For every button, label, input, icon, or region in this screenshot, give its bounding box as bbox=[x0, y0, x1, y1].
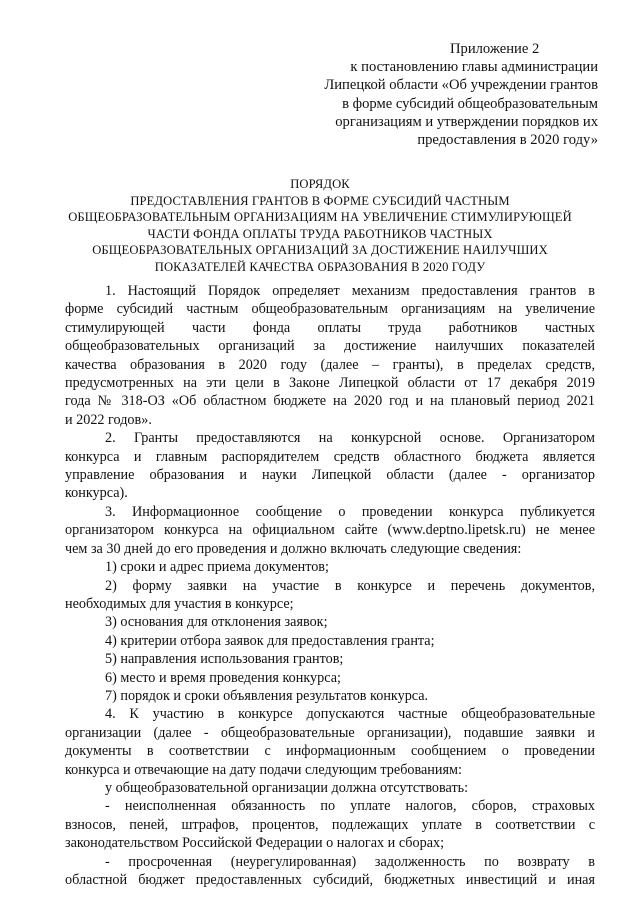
list-item: необходимых для участия в конкурсе; bbox=[65, 595, 294, 612]
text-line: - неисполненная обязанность по уплате налогов, сборов, страховых bbox=[105, 798, 595, 815]
title-line: ПОКАЗАТЕЛЕЙ КАЧЕСТВА ОБРАЗОВАНИЯ В 2020 ГОДУ bbox=[154, 259, 486, 274]
title-line: ПРЕДОСТАВЛЕНИЯ ГРАНТОВ В ФОРМЕ СУБСИДИЙ ЧАСТНЫМ bbox=[130, 193, 510, 208]
list-item: 3) основания для отклонения заявок; bbox=[105, 614, 328, 631]
title-line: ЧАСТИ ФОНДА ОПЛАТЫ ТРУДА РАБОТНИКОВ ЧАСТНЫХ bbox=[147, 226, 493, 241]
title-heading: ПОРЯДОК bbox=[290, 177, 350, 191]
paragraph-2 bbox=[65, 429, 595, 503]
text-line: конкурса и отвечающие на дату подачи следующим требованиям: bbox=[65, 761, 462, 778]
appendix-header bbox=[298, 40, 598, 149]
text-line: организатором конкурса на официальном сайте (www.deptno.lipetsk.ru) не менее bbox=[65, 522, 595, 539]
paragraph-6 bbox=[65, 797, 595, 852]
text-line: 3. Информационное сообщение о проведении конкурса публикуется bbox=[105, 503, 595, 520]
list-item: 1) сроки и адрес приема документов; bbox=[105, 559, 329, 576]
appendix-line: организациям и утверждении порядков их bbox=[335, 113, 598, 130]
text-line: 2. Гранты предоставляются на конкурсной основе. Организатором bbox=[105, 430, 595, 447]
paragraph-1 bbox=[65, 282, 595, 429]
text-line: стимулирующей части фонда оплаты труда работников частных bbox=[65, 319, 595, 336]
text-line: года № 318-ОЗ «Об областном бюджете на 2020 год и на плановый период 2021 bbox=[65, 393, 595, 410]
text-line: организации (далее - общеобразовательные организации), подавшие заявки и bbox=[65, 724, 595, 741]
appendix-line: в форме субсидий общеобразовательным bbox=[342, 95, 598, 112]
title-line: ОБЩЕОБРАЗОВАТЕЛЬНЫМ ОРГАНИЗАЦИЯМ НА УВЕЛИЧЕНИЕ СТИМУЛИРУЮЩЕЙ bbox=[68, 210, 572, 225]
appendix-title: Приложение 2 bbox=[450, 41, 540, 57]
text-line: 1. Настоящий Порядок определяет механизм предоставления грантов в bbox=[105, 283, 595, 299]
text-line: областной бюджет предоставленных субсидий, бюджетных инвестиций и иная bbox=[65, 872, 595, 888]
text-line: форме субсидий частным общеобразовательным организациям на увеличение bbox=[65, 301, 595, 318]
text-line: предусмотренных на эти цели в Законе Липецкой области от 17 декабря 2019 bbox=[65, 375, 595, 392]
text-line: - просроченная (неурегулированная) задолженность по возврату в bbox=[105, 853, 595, 870]
text-line: законодательством Российской Федерации о налогах и сборах; bbox=[65, 835, 445, 852]
text-line: у общеобразовательной организации должна отсутствовать: bbox=[105, 779, 469, 796]
text-line: качества образования в 2020 году (далее – гранты), в пределах средств, bbox=[65, 356, 595, 373]
appendix-line: предоставления в 2020 году» bbox=[417, 132, 598, 149]
requirements-list bbox=[65, 558, 595, 705]
list-item: 7) порядок и сроки объявления результатов конкурса. bbox=[105, 687, 429, 704]
list-item: 5) направления использования грантов; bbox=[105, 651, 344, 668]
appendix-line: к постановлению главы администрации bbox=[350, 59, 598, 76]
document-body bbox=[65, 282, 595, 889]
text-line: общеобразовательных организаций за достижение наилучших показателей bbox=[65, 338, 595, 355]
paragraph-4 bbox=[65, 705, 595, 779]
text-line: взносов, пеней, штрафов, процентов, подлежащих уплате в соответствии с bbox=[65, 816, 595, 833]
text-line: и 2022 годов». bbox=[65, 411, 152, 428]
title-line: ОБЩЕОБРАЗОВАТЕЛЬНЫХ ОРГАНИЗАЦИЙ ЗА ДОСТИЖЕНИЕ НАИЛУЧШИХ bbox=[92, 243, 548, 258]
text-line: документы в соответствии с информационным сообщением о проведении bbox=[65, 743, 595, 760]
appendix-line: Липецкой области «Об учреждении грантов bbox=[324, 77, 598, 94]
paragraph-7 bbox=[65, 853, 595, 890]
text-line: 4. К участию в конкурсе допускаются частные общеобразовательные bbox=[105, 706, 595, 723]
text-line: чем за 30 дней до его проведения и должно включать следующие сведения: bbox=[65, 540, 522, 557]
list-item: 4) критерии отбора заявок для предоставления гранта; bbox=[105, 632, 435, 649]
paragraph-3 bbox=[65, 503, 595, 558]
paragraph-5 bbox=[65, 779, 595, 797]
list-item: 2) форму заявки на участие в конкурсе и перечень документов, bbox=[105, 577, 595, 594]
text-line: конкурса и главным распорядителем средств областного бюджета является bbox=[65, 448, 595, 465]
document-title bbox=[40, 176, 600, 276]
text-line: конкурса). bbox=[65, 485, 128, 502]
text-line: управление образования и науки Липецкой области (далее - организатор bbox=[65, 467, 595, 484]
list-item: 6) место и время проведения конкурса; bbox=[105, 669, 341, 686]
